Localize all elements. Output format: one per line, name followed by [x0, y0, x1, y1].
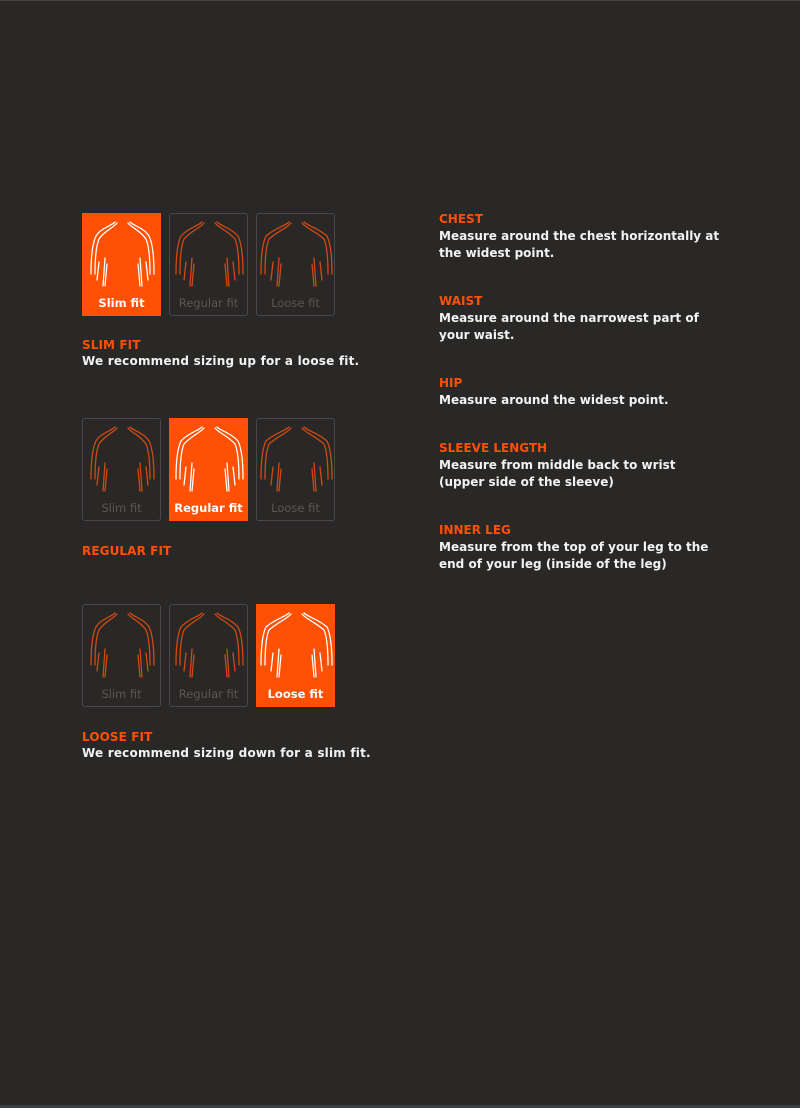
body-outline-stroke [105, 264, 107, 286]
measurement-hip [439, 375, 739, 409]
body-outline-stroke [192, 264, 194, 286]
body-outline-stroke [225, 264, 227, 286]
body-outline-stroke [271, 262, 273, 280]
measurement-description: Measure from the top of your leg to the end of your leg (inside of the leg) [439, 540, 709, 571]
fit-option-loose[interactable] [256, 604, 335, 707]
fit-description-loose: We recommend sizing down for a slim fit. [82, 746, 371, 760]
fit-group-regular [82, 418, 335, 521]
fit-option-label: Loose fit [271, 501, 320, 515]
measurement-description: Measure around the narrowest part of your waist. [439, 311, 699, 342]
fit-group-slim [82, 213, 335, 316]
body-outline-stroke [138, 469, 140, 491]
body-outline-stroke [103, 649, 105, 677]
body-outline-stroke [190, 258, 192, 286]
body-outline-stroke [320, 262, 322, 280]
body-outline-stroke [97, 653, 99, 671]
body-outline-stroke [105, 655, 107, 677]
body-outline-stroke [227, 649, 229, 677]
fit-title-regular: REGULAR FIT [82, 544, 172, 558]
fit-option-label: Loose fit [271, 296, 320, 310]
body-outline-stroke [138, 264, 140, 286]
fit-option-slim[interactable] [82, 213, 161, 316]
body-outline-stroke [320, 653, 322, 671]
measurement-description: Measure around the chest horizontally at the widest point. [439, 229, 720, 260]
fit-option-label: Regular fit [178, 687, 239, 701]
fit-option-label: Loose fit [267, 687, 324, 701]
body-outline-stroke [312, 469, 314, 491]
body-outline-stroke [271, 653, 273, 671]
body-back-svg [257, 419, 336, 499]
measurement-waist [439, 293, 739, 344]
body-outline-stroke [103, 258, 105, 286]
body-outline-stroke [146, 653, 148, 671]
body-back-svg [83, 605, 162, 685]
body-outline-stroke [225, 469, 227, 491]
body-outline-stroke [105, 469, 107, 491]
fit-option-label: Regular fit [178, 296, 239, 310]
fit-option-slim[interactable] [82, 604, 161, 707]
measurement-title: SLEEVE LENGTH [439, 441, 548, 455]
body-outline-stroke [97, 262, 99, 280]
measurement-chest [439, 211, 739, 262]
fit-description-slim: We recommend sizing up for a loose fit. [82, 354, 360, 368]
measurement-description: Measure around the widest point. [439, 393, 669, 407]
fit-option-loose[interactable] [256, 418, 335, 521]
fit-option-regular[interactable] [169, 604, 248, 707]
fit-group-loose [82, 604, 335, 707]
body-outline-stroke [140, 258, 142, 286]
fit-option-regular[interactable] [169, 213, 248, 316]
body-outline-stroke [312, 655, 314, 677]
body-outline-stroke [227, 258, 229, 286]
body-outline-stroke [190, 649, 192, 677]
body-outline-stroke [192, 469, 194, 491]
measurement-sleeve-length [439, 440, 739, 491]
body-outline-stroke [190, 463, 192, 491]
body-outline-stroke [277, 258, 279, 286]
fit-title-loose: LOOSE FIT [82, 730, 153, 744]
body-outline-stroke [192, 655, 194, 677]
body-outline-stroke [314, 258, 316, 286]
body-outline-stroke [279, 655, 281, 677]
fit-title-slim: SLIM FIT [82, 338, 141, 352]
body-outline-stroke [184, 467, 186, 485]
body-outline-stroke [227, 463, 229, 491]
body-outline-stroke [314, 463, 316, 491]
body-outline-stroke [314, 649, 316, 677]
body-back-svg [170, 214, 249, 294]
body-outline-stroke [320, 467, 322, 485]
body-back-svg [83, 419, 162, 499]
body-back-svg [83, 214, 162, 294]
body-outline-stroke [138, 655, 140, 677]
body-outline-stroke [233, 653, 235, 671]
body-outline-stroke [146, 262, 148, 280]
body-back-svg [257, 214, 336, 294]
measurement-inner-leg [439, 522, 739, 573]
body-outline-stroke [233, 262, 235, 280]
body-outline-stroke [277, 649, 279, 677]
body-outline-stroke [184, 653, 186, 671]
measurement-title: INNER LEG [439, 523, 511, 537]
body-outline-stroke [279, 469, 281, 491]
body-outline-stroke [103, 463, 105, 491]
measurement-title: HIP [439, 376, 463, 390]
fit-option-label: Slim fit [101, 687, 142, 701]
body-outline-stroke [184, 262, 186, 280]
fit-option-slim[interactable] [82, 418, 161, 521]
fit-option-label: Regular fit [174, 501, 243, 515]
body-outline-stroke [277, 463, 279, 491]
measurement-title: CHEST [439, 212, 483, 226]
fit-option-label: Slim fit [101, 501, 142, 515]
body-outline-stroke [140, 463, 142, 491]
body-outline-stroke [279, 264, 281, 286]
body-outline-stroke [312, 264, 314, 286]
measurement-title: WAIST [439, 294, 483, 308]
fit-option-regular[interactable] [169, 418, 248, 521]
body-back-svg [170, 419, 249, 499]
body-back-svg [257, 605, 336, 685]
body-outline-stroke [233, 467, 235, 485]
body-back-svg [170, 605, 249, 685]
body-outline-stroke [97, 467, 99, 485]
top-border [0, 0, 800, 1]
fit-option-label: Slim fit [98, 296, 145, 310]
body-outline-stroke [146, 467, 148, 485]
body-outline-stroke [140, 649, 142, 677]
measurement-description: Measure from middle back to wrist (upper side of the sleeve) [439, 458, 676, 489]
fit-option-loose[interactable] [256, 213, 335, 316]
body-outline-stroke [225, 655, 227, 677]
body-outline-stroke [271, 467, 273, 485]
